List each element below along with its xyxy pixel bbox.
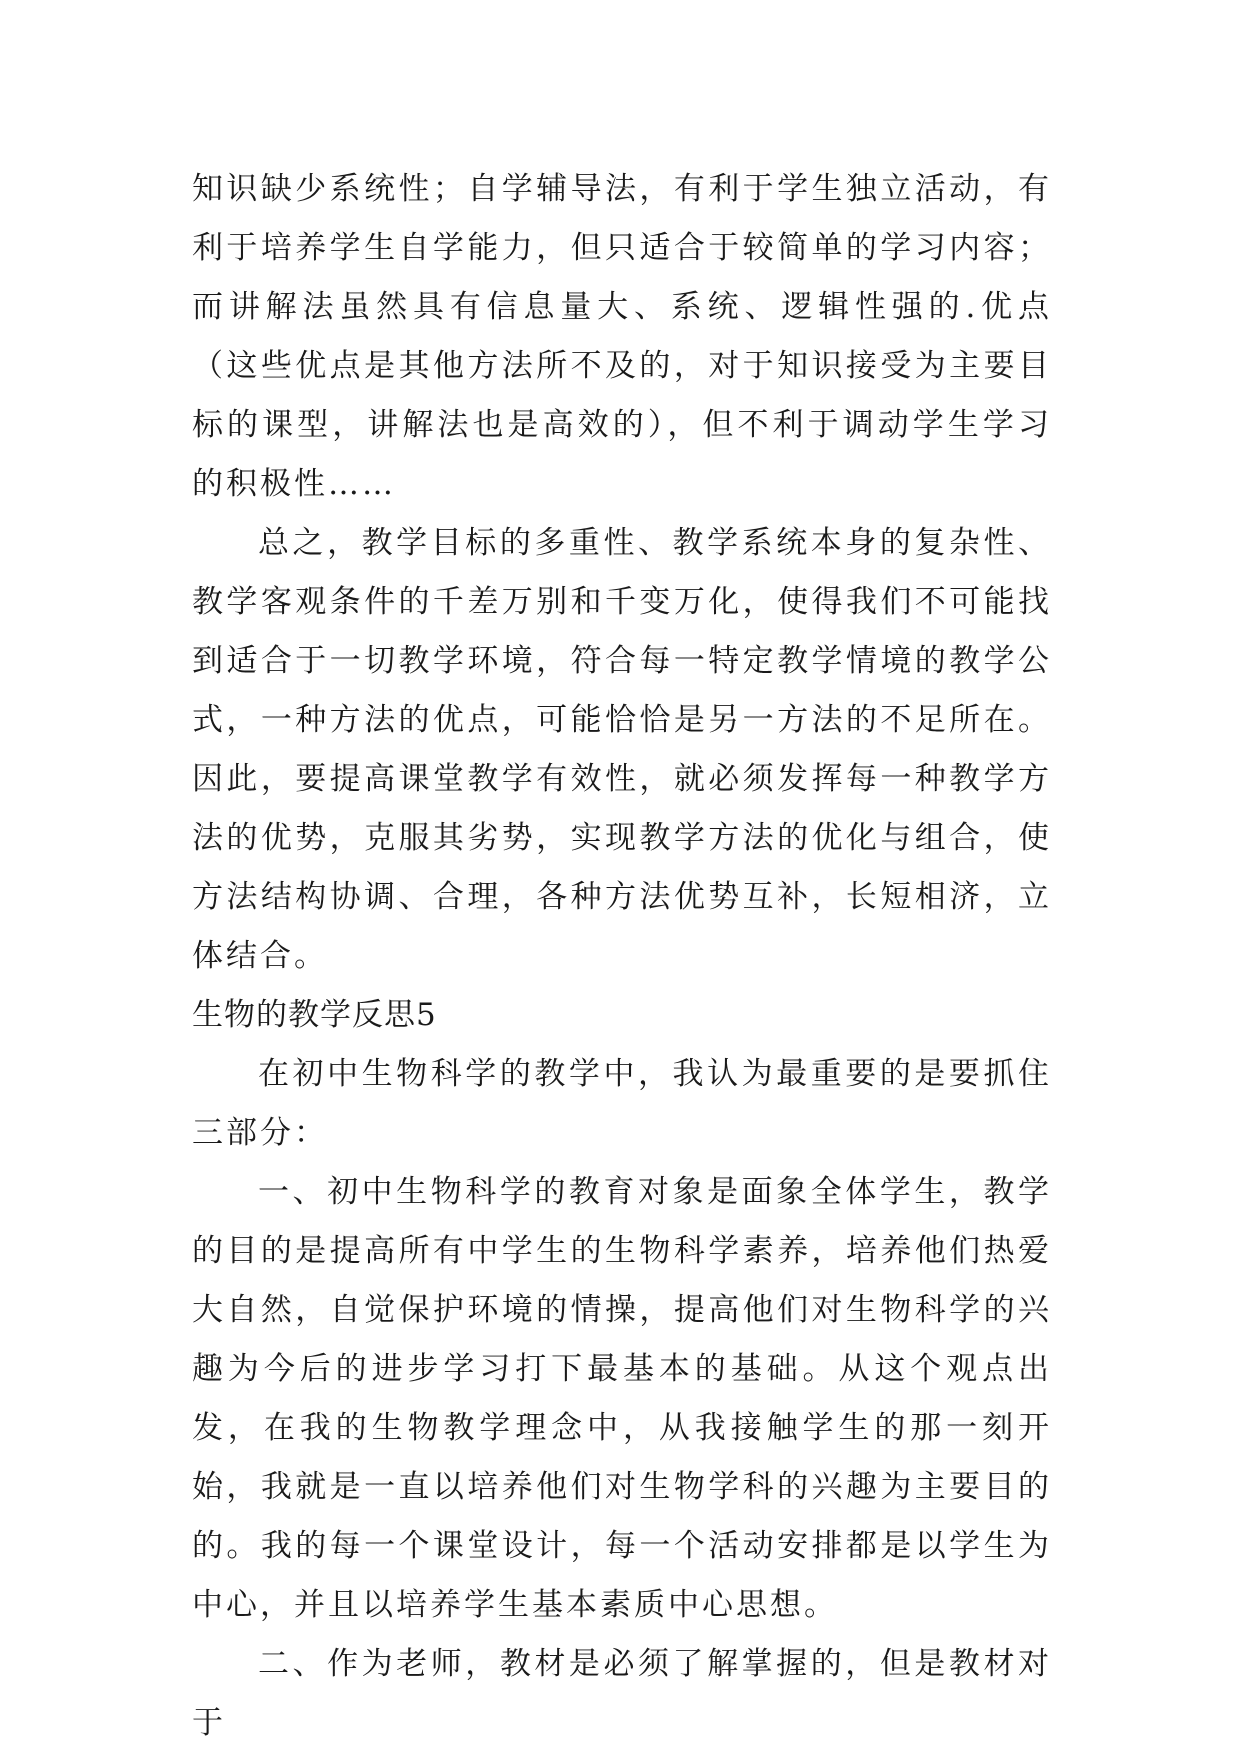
section-title: 生物的教学反思5 — [192, 997, 437, 1033]
document-body — [192, 160, 1052, 1753]
paragraph-intro: 在初中生物科学的教学中，我认为最重要的是要抓住三部分： — [192, 1056, 1052, 1151]
paragraph-point-two: 二、作为老师，教材是必须了解掌握的，但是教材对于 — [192, 1646, 1052, 1741]
paragraph-teaching-methods: 知识缺少系统性；自学辅导法，有利于学生独立活动，有利于培养学生自学能力，但只适合于较简单的学习内容；而讲解法虽然具有信息量大、系统、逻辑性强的.优点（这些优点是其他方法所不及的，对于知识接受为主要目标的课型，讲解法也是高效的），但不利于调动学生学习的积极性…… — [192, 171, 1052, 502]
paragraph-point-one: 一、初中生物科学的教育对象是面象全体学生，教学的目的是提高所有中学生的生物科学素养，培养他们热爱大自然，自觉保护环境的情操，提高他们对生物科学的兴趣为今后的进步学习打下最基本的基础。从这个观点出发，在我的生物教学理念中，从我接触学生的那一刻开始，我就是一直以培养他们对生物学科的兴趣为主要目的的。我的每一个课堂设计，每一个活动安排都是以学生为中心，并且以培养学生基本素质中心思想。 — [192, 1174, 1052, 1623]
paragraph-summary: 总之，教学目标的多重性、教学系统本身的复杂性、教学客观条件的千差万别和千变万化，使得我们不可能找到适合于一切教学环境，符合每一特定教学情境的教学公式，一种方法的优点，可能恰恰是另一方法的不足所在。因此，要提高课堂教学有效性，就必须发挥每一种教学方法的优势，克服其劣势，实现教学方法的优化与组合，使方法结构协调、合理，各种方法优势互补，长短相济，立体结合。 — [192, 525, 1052, 974]
